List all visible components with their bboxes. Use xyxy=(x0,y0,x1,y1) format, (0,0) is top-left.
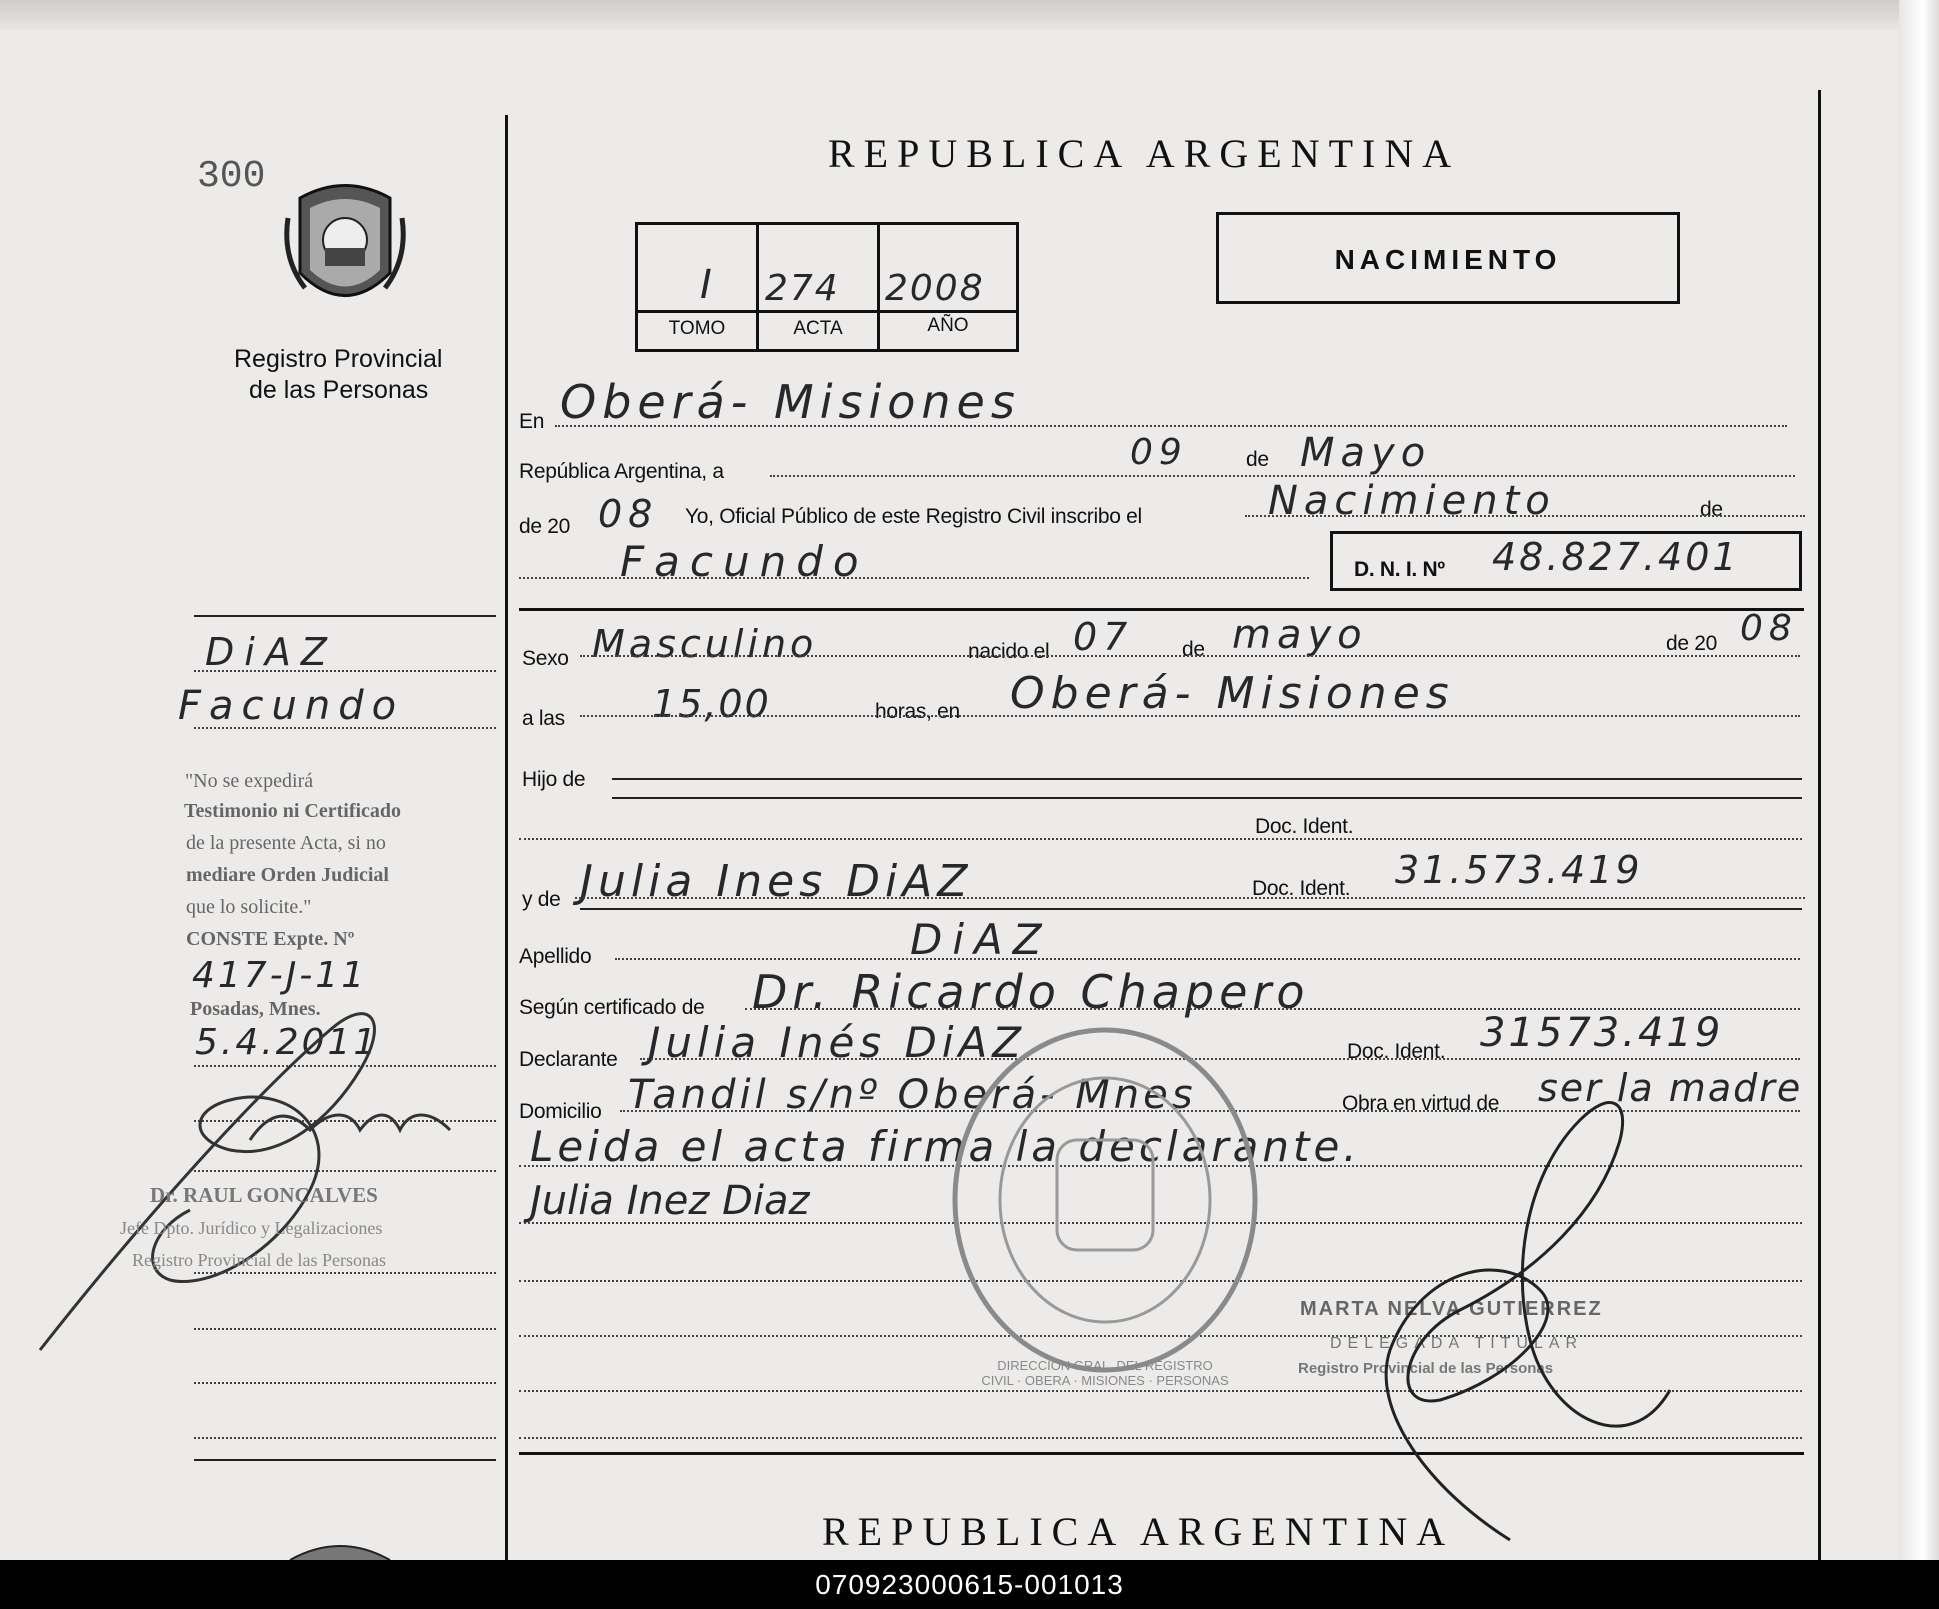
nacido-anio-value: 08 xyxy=(1740,608,1798,649)
anio-value: 2008 xyxy=(885,268,985,309)
sexo-line xyxy=(580,655,1800,657)
domicilio-value: Tandil s/nº Oberá- Mnes xyxy=(628,1072,1197,1118)
margin-firma-cargo1: Jefe Dpto. Jurídico y Legalizaciones xyxy=(120,1218,383,1238)
margin-note-2: Testimonio ni Certificado xyxy=(184,800,402,822)
madre-doc-label: Doc. Ident. xyxy=(1252,877,1351,900)
declarante-label: Declarante xyxy=(519,1048,618,1071)
nacido-dia-value: 07 xyxy=(1073,615,1134,659)
right-frame-line xyxy=(1818,90,1821,1560)
hijo-line-2 xyxy=(612,797,1802,799)
yde-line xyxy=(575,897,1805,899)
oficial-text: Yo, Oficial Público de este Registro Civil inscribo el xyxy=(685,505,1142,528)
yde-label: y de xyxy=(522,888,561,911)
horas-label: horas, en xyxy=(875,700,960,723)
hora-value: 15,00 xyxy=(652,682,771,726)
margin-firma-nombre: Dr. RAUL GONCALVES xyxy=(150,1183,378,1207)
anio-label: AÑO xyxy=(927,315,969,336)
nacido-label: nacido el xyxy=(968,640,1050,663)
dia-value: 09 xyxy=(1130,432,1188,473)
registry-seal-icon xyxy=(280,178,410,323)
registry-name-line1: Registro Provincial xyxy=(234,345,443,373)
dni-label: D. N. I. Nº xyxy=(1354,558,1445,581)
nacido-mes-value: mayo xyxy=(1232,612,1368,658)
alas-line xyxy=(580,715,1800,717)
obra-label: Obra en virtud de xyxy=(1342,1092,1500,1115)
margin-lugar: Posadas, Mnes. xyxy=(190,998,321,1020)
official-stamp-line1: MARTA NELVA GUTIERREZ xyxy=(1300,1298,1603,1320)
acta-label: ACTA xyxy=(793,318,843,339)
official-signature-icon xyxy=(1350,1080,1680,1560)
register-header-divider xyxy=(635,310,1019,313)
official-stamp-line3: Registro Provincial de las Personas xyxy=(1298,1360,1554,1377)
certificado-label: Según certificado de xyxy=(519,996,705,1019)
mes-de-label: de xyxy=(1246,448,1269,471)
en-label: En xyxy=(519,410,545,433)
apellido-value: DiAZ xyxy=(910,915,1052,964)
margin-line-7 xyxy=(194,1328,496,1330)
margin-signature-icon xyxy=(30,960,480,1360)
civil-registry-seal-text: DIRECCION GRAL. DEL REGISTRO CIVIL · OBERA · MISIONES · PERSONAS xyxy=(981,1358,1229,1388)
tomo-label: TOMO xyxy=(668,318,726,339)
margin-apellido: DiAZ xyxy=(205,630,337,674)
margin-line-8 xyxy=(194,1382,496,1384)
sexo-value: Masculino xyxy=(592,622,818,666)
lugar-nacimiento-value: Oberá- Misiones xyxy=(1010,668,1455,719)
tipo-value: Nacimiento xyxy=(1268,478,1556,524)
de-suffix: de xyxy=(1700,498,1723,521)
margin-note-3: de la presente Acta, si no xyxy=(186,832,386,854)
margin-note-5: que lo solicite." xyxy=(186,896,312,918)
document-id-footer: 070923000615-001013 xyxy=(0,1560,1939,1609)
oficial-line xyxy=(1245,515,1805,517)
fecha-prefix: República Argentina, a xyxy=(519,460,724,483)
margin-note-4: mediare Orden Judicial xyxy=(186,864,389,886)
declarante-value: Julia Inés DiAZ xyxy=(648,1018,1027,1067)
civil-registry-seal-icon xyxy=(945,1020,1265,1380)
madre-doc-value: 31.573.419 xyxy=(1395,848,1643,892)
document-title: REPUBLICA ARGENTINA xyxy=(828,131,1461,176)
declarante-doc-label: Doc. Ident. xyxy=(1347,1040,1446,1063)
registry-name-line2: de las Personas xyxy=(249,376,429,404)
domicilio-label: Domicilio xyxy=(519,1100,602,1123)
apellido-line xyxy=(615,958,1800,960)
dni-value: 48.827.401 xyxy=(1492,535,1740,579)
margin-top-line xyxy=(194,615,496,617)
en-line xyxy=(555,425,1787,427)
margin-line-2 xyxy=(194,727,496,729)
margin-fecha: 5.4.2011 xyxy=(195,1022,380,1063)
page-number: 300 xyxy=(197,155,266,198)
section-divider-1 xyxy=(519,608,1804,611)
tomo-value: I xyxy=(700,262,718,308)
margin-note-1: "No se expedirá xyxy=(185,770,314,792)
madre-value: Julia Ines DiAZ xyxy=(580,856,973,907)
left-frame-line xyxy=(505,115,508,1560)
nacido-de-label: de xyxy=(1182,638,1205,661)
alas-label: a las xyxy=(522,707,565,730)
margin-conste: CONSTE Expte. Nº xyxy=(186,928,355,950)
margin-nombre: Facundo xyxy=(178,683,405,729)
mes-value: Mayo xyxy=(1300,430,1432,476)
fecha-line xyxy=(770,475,1795,477)
hijo-label: Hijo de xyxy=(522,768,586,791)
bottom-seal-icon xyxy=(285,1540,395,1560)
margin-line-6 xyxy=(194,1272,496,1274)
acta-value: 274 xyxy=(765,268,840,309)
margin-expte: 417-J-11 xyxy=(192,955,368,996)
declarante-doc-value: 31573.419 xyxy=(1480,1010,1724,1056)
margin-bottom-line xyxy=(194,1459,496,1461)
margin-line-1 xyxy=(194,670,496,672)
sexo-label: Sexo xyxy=(522,647,569,670)
bottom-title: REPUBLICA ARGENTINA xyxy=(822,1509,1455,1554)
padre-doc-label: Doc. Ident. xyxy=(1255,815,1354,838)
certificado-value: Dr. Ricardo Chapero xyxy=(752,965,1310,1019)
record-type: NACIMIENTO xyxy=(1334,244,1562,275)
firma-declarante: Julia Inez Diaz xyxy=(530,1178,810,1224)
yde-underline xyxy=(580,908,1802,910)
nota-leida: Leida el acta firma la declarante. xyxy=(530,1122,1361,1171)
nombre-line xyxy=(519,577,1309,579)
hijo-line-1 xyxy=(612,778,1802,780)
anio-prefix: de 20 xyxy=(519,515,571,538)
anio-acta-value: 08 xyxy=(598,492,659,536)
padre-doc-line xyxy=(519,838,1802,840)
margin-firma-cargo2: Registro Provincial de las Personas xyxy=(132,1250,386,1270)
lugar-value: Oberá- Misiones xyxy=(560,375,1021,429)
obra-value: ser la madre xyxy=(1538,1066,1803,1110)
nacido-anio-label: de 20 xyxy=(1666,632,1718,655)
nombre-value: Facundo xyxy=(620,537,869,586)
official-stamp-line2: DELEGADA TITULAR xyxy=(1330,1335,1584,1352)
margin-line-9 xyxy=(194,1437,496,1439)
apellido-label: Apellido xyxy=(519,945,592,968)
